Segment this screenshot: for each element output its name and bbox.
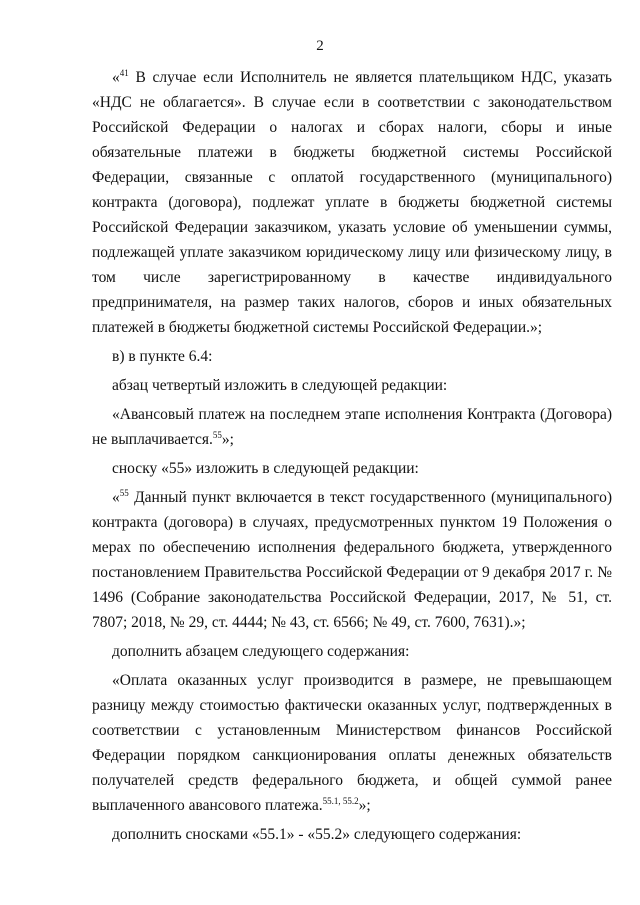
footnote-41-text — [92, 65, 612, 340]
quote-open: « — [112, 69, 120, 86]
paragraph-text: «Авансовый платеж на последнем этапе исполнения Контракта (Договора) не выплачивается. — [92, 406, 612, 448]
quote-close: »; — [221, 431, 234, 448]
document-body — [92, 65, 612, 847]
payment-clause — [92, 668, 612, 818]
quote-open: « — [112, 489, 120, 506]
paragraph-text: «Оплата оказанных услуг производится в размере, не превышающем разницу между стоимостью фактически оказанных услуг, подтвержденных в соответствии с установленным Министерством финансов Российской Федерации порядком санкционирования оплаты денежных обязательств получателей средств федерального бюджета, и общей суммой ранее выплаченного авансового платежа. — [92, 672, 612, 814]
paragraph-text: Данный пункт включается в текст государственного (муниципального) контракта (договора) в случаях, предусмотренных пунктом 19 Положения о мерах по обеспечению исполнения федерального бюджета, утвержденного постановлением Правительства Российской Федерации от 9 декабря 2017 г. № 1496 (Собрание законодательства Российской Федерации, 2017, № 51, ст. 7807; 2018, № 29, ст. 4444; № 43, ст. 6566; № 49, ст. 7600, 7631).»; — [92, 489, 612, 631]
instruction-footnote-55: сноску «55» изложить в следующей редакции: — [112, 460, 419, 477]
page-number: 2 — [316, 38, 324, 54]
instruction-add-footnotes: дополнить сносками «55.1» - «55.2» следующего содержания: — [112, 826, 522, 843]
quote-close: »; — [358, 797, 371, 814]
instruction-paragraph-4: абзац четвертый изложить в следующей редакции: — [112, 377, 448, 394]
footnote-ref-55: 55 — [119, 487, 129, 498]
instruction-add-paragraph: дополнить абзацем следующего содержания: — [112, 643, 410, 660]
footnote-ref-41: 41 — [119, 67, 129, 78]
subitem-v-heading: в) в пункте 6.4: — [112, 348, 213, 365]
footnote-ref-55-1-55-2: 55.1, 55.2 — [322, 795, 359, 806]
advance-payment-clause — [92, 402, 612, 452]
footnote-55-text — [92, 485, 612, 635]
paragraph-text: В случае если Исполнитель не является плательщиком НДС, указать «НДС не облагается». В случае если в соответствии с законодательством Российской Федерации о налогах и сборах налоги, сборы и иные обязательные платежи в бюджеты бюджетной системы Российской Федерации, связанные с оплатой государственного (муниципального) контракта (договора), подлежат уплате в бюджеты бюджетной системы Российской Федерации заказчиком, указать условие об уменьшении суммы, подлежащей уплате заказчиком юридическому лицу или физическому лицу, в том числе зарегистрированному в качестве индивидуального предпринимателя, на размер таких налогов, сборов и иных обязательных платежей в бюджеты бюджетной системы Российской Федерации.»; — [92, 69, 612, 336]
footnote-ref-55: 55 — [212, 429, 222, 440]
